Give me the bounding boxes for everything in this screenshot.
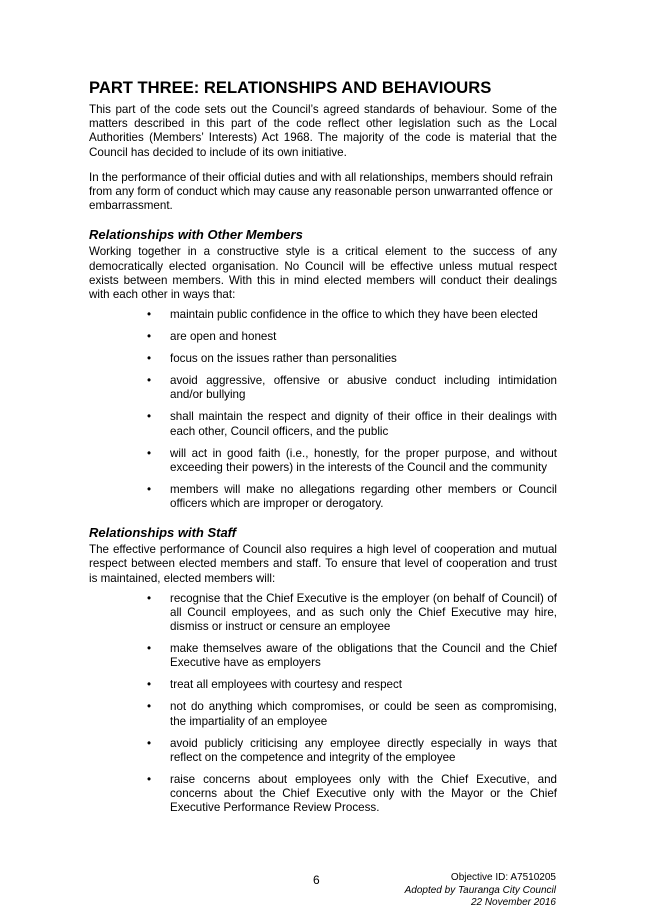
page-heading: PART THREE: RELATIONSHIPS AND BEHAVIOURS: [89, 78, 492, 97]
bullet-icon: •: [147, 700, 152, 714]
list-item: • treat all employees with courtesy and respect: [147, 678, 402, 692]
objective-id: Objective ID: A7510205: [450, 872, 556, 883]
document-page: [89, 78, 557, 823]
members-list: [89, 308, 557, 511]
intro-paragraph-2: In the performance of their official duties and with all relationships, members should refrain from any form of conduct which may cause any reasonable person unwarranted offence or embarrassment.: [89, 170, 553, 213]
bullet-icon: •: [147, 642, 152, 656]
members-section-title: Relationships with Other Members: [89, 227, 303, 243]
intro-paragraph-1: This part of the code sets out the Council’s agreed standards of behaviour. Some of the matters described in this part of the code reflect other legislation such as the Local Authorities (Members’ Interests) Act 1968. The majority of the code is material that the Council has decided to include of its own initiative.: [89, 103, 557, 159]
bullet-icon: •: [147, 736, 152, 750]
bullet-icon: •: [147, 446, 152, 460]
list-item: • make themselves aware of the obligations that the Council and the Chief Executive have as employers: [147, 642, 557, 670]
document-info: [405, 872, 556, 910]
adopted-by: Adopted by Tauranga City Council: [404, 884, 556, 896]
list-item: • shall maintain the respect and dignity of their office in their dealings with each other, Council officers, and the public: [147, 410, 557, 438]
bullet-icon: •: [147, 352, 152, 366]
bullet-icon: •: [147, 591, 152, 605]
list-item: • members will make no allegations regarding other members or Council officers which are improper or derogatory.: [147, 482, 557, 511]
adoption-date: 22 November 2016: [470, 897, 556, 908]
bullet-icon: •: [147, 482, 152, 496]
bullet-icon: •: [147, 330, 152, 344]
staff-list: [89, 592, 557, 816]
bullet-icon: •: [147, 374, 152, 388]
staff-section-title: Relationships with Staff: [89, 525, 237, 541]
list-item: • will act in good faith (i.e., honestly, for the proper purpose, and without exceeding their powers) in the interests of the Council and the community: [147, 446, 557, 474]
list-item: • are open and honest: [147, 330, 277, 344]
bullet-icon: •: [147, 678, 152, 692]
list-item: • not do anything which compromises, or could be seen as compromising, the impartiality of an employee: [147, 700, 557, 728]
bullet-icon: •: [147, 772, 152, 786]
list-item: • raise concerns about employees only with the Chief Executive, and concerns about the Chief Executive only with the Mayor or the Chief Executive Performance Review Process.: [147, 772, 557, 815]
members-section-body: Working together in a constructive style is a critical element to the success of any democratically elected organisation. No Council will be effective unless mutual respect exists between members. With this in mind elected members will conduct their dealings with each other in ways that:: [89, 245, 557, 302]
list-item: • avoid aggressive, offensive or abusive conduct including intimidation and/or bullying: [147, 374, 557, 402]
list-item: • recognise that the Chief Executive is the employer (on behalf of Council) of all Council employees, and as such only the Chief Executive may hire, dismiss or instruct or censure an employee: [147, 591, 557, 634]
page-number: 6: [313, 873, 320, 887]
bullet-icon: •: [147, 410, 152, 424]
list-item: • focus on the issues rather than personalities: [147, 352, 397, 366]
list-item: • maintain public confidence in the office to which they have been elected: [147, 308, 538, 322]
bullet-icon: •: [147, 308, 152, 322]
list-item: • avoid publicly criticising any employee directly especially in ways that reflect on the competence and integrity of the employee: [147, 736, 557, 764]
staff-section-body: The effective performance of Council also requires a high level of cooperation and mutual respect between elected members and staff. To ensure that level of cooperation and trust is maintained, elected members will:: [89, 543, 557, 585]
